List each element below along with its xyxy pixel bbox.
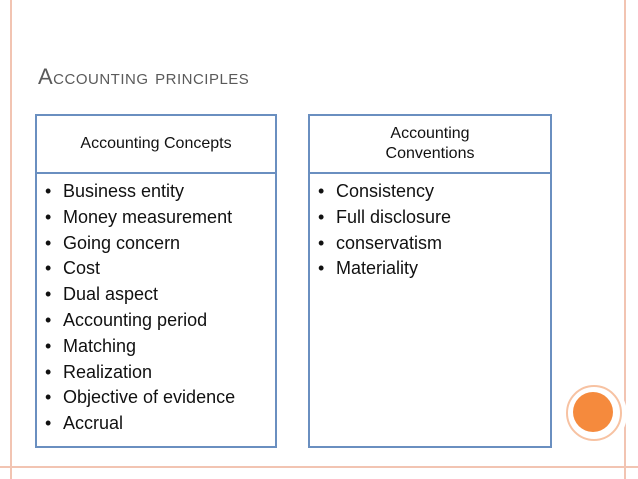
bullet-icon: • [45,387,52,408]
list-item-text: Money measurement [63,206,233,227]
bullet-icon: • [45,206,52,227]
bullet-icon: • [45,284,52,305]
list-item-text: Cost [63,258,101,279]
conventions-list [316,179,544,282]
list-item-text: Objective of evidence [63,387,236,408]
concepts-list-box [35,174,277,448]
list-item-text: conservatism [336,232,443,253]
list-item-text: Accounting period [63,309,208,330]
slide-title: Accounting principles [38,64,250,89]
list-item [43,256,269,282]
list-item [43,231,269,257]
list-item [316,231,544,257]
list-item [316,256,544,282]
bullet-icon: • [45,413,52,434]
bullet-icon: • [45,181,52,201]
list-item-text: Realization [63,361,153,382]
frame-line-bottom [0,466,638,468]
list-item-text: Full disclosure [336,206,452,227]
list-item [43,205,269,231]
list-item [316,179,544,205]
concepts-heading: Accounting Concepts [80,135,232,152]
conventions-heading-box [308,114,552,174]
concepts-heading-box [35,114,277,174]
list-item [43,282,269,308]
conventions-heading: Accounting Conventions [385,125,475,162]
list-item-text: Accrual [63,413,124,434]
conventions-list-box [308,174,552,448]
list-item [316,205,544,231]
list-item [43,308,269,334]
list-item-text: Matching [63,335,137,356]
bullet-icon: • [45,309,52,330]
list-item-text: Consistency [336,181,435,201]
bullet-icon: • [45,232,52,253]
bullet-icon: • [318,232,325,253]
list-item [43,385,269,411]
bullet-icon: • [45,258,52,279]
list-item [43,179,269,205]
bullet-icon: • [318,181,325,201]
frame-line-left [10,0,12,479]
bullet-icon: • [45,335,52,356]
list-item-text: Going concern [63,232,181,253]
bullet-icon: • [318,206,325,227]
concepts-list [43,179,269,437]
list-item [43,360,269,386]
bullet-icon: • [45,361,52,382]
list-item-text: Dual aspect [63,284,159,305]
bullet-icon: • [318,258,325,279]
list-item-text: Materiality [336,258,419,279]
accent-circle [573,392,613,432]
list-item-text: Business entity [63,181,185,201]
list-item [43,411,269,437]
list-item [43,334,269,360]
